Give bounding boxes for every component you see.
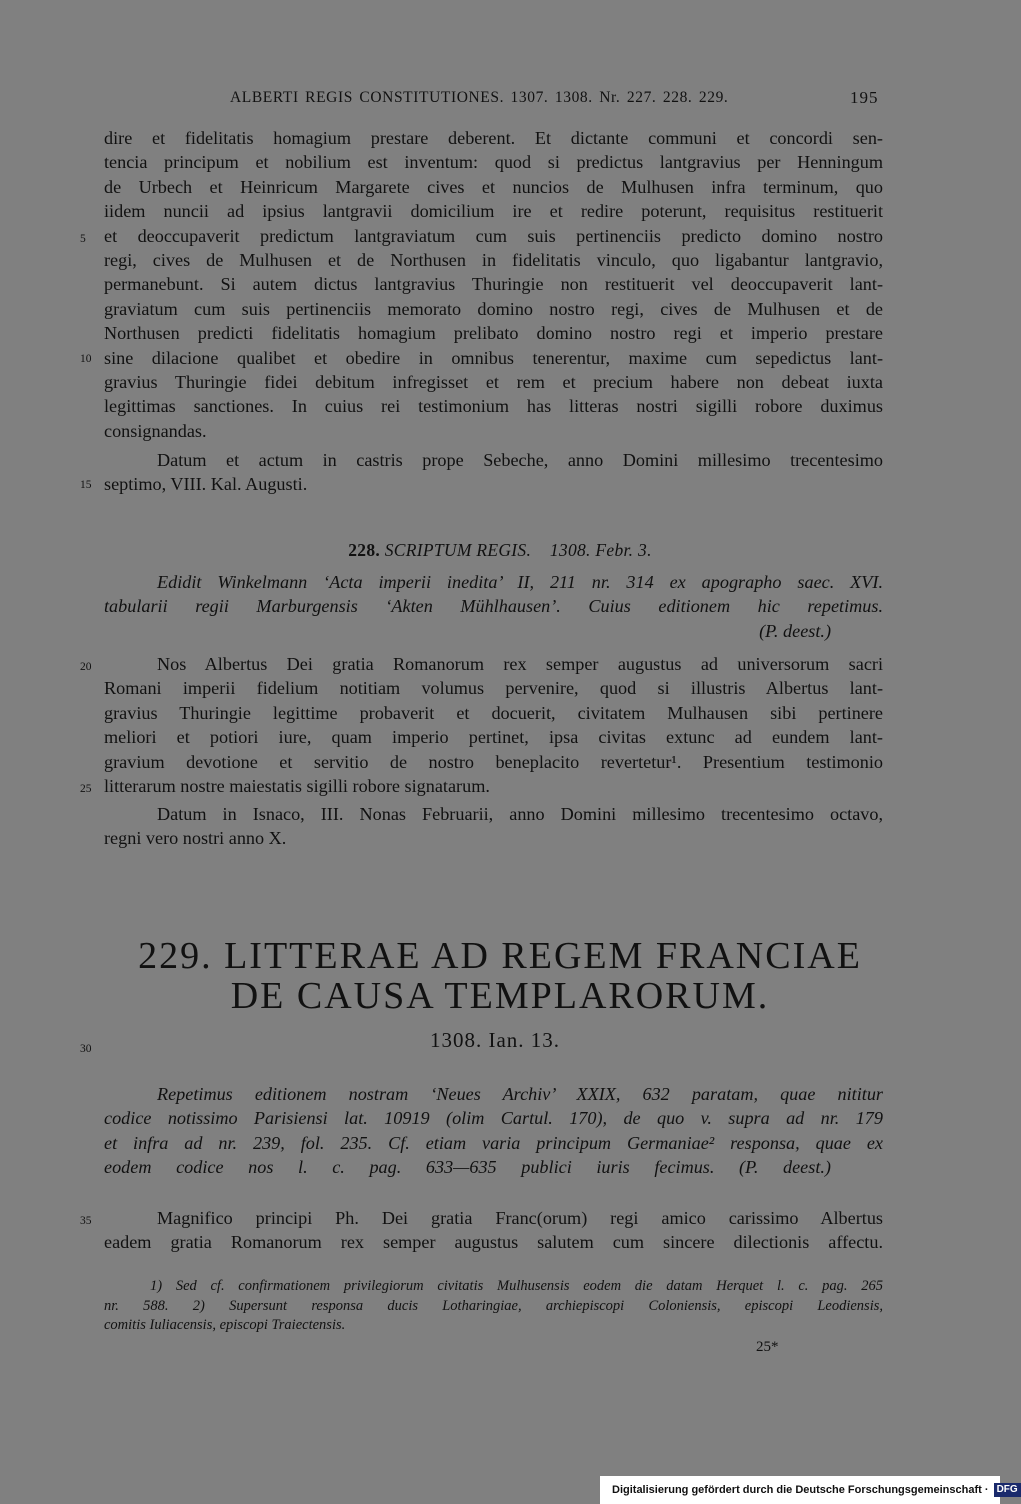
line-number: 35 [80,1215,92,1227]
line-number: 5 [80,233,86,245]
line-number: 15 [80,479,92,491]
text-line: iidem nuncii ad ipsius lantgravii domicilium ire et redire poterunt, requisitus restituerit [104,201,883,222]
text-line: gravius Thuringie legittime probaverit et docuerit, civitatem Mulhausen sibi pertinere [104,702,883,723]
doc-title: SCRIPTUM REGIS. [384,540,532,560]
text-line: et deoccupaverit predictum lantgraviatum cum suis pertinenciis predicto domino nostro [104,225,883,246]
doc229-title-line2: DE CAUSA TEMPLARORUM. [230,975,770,1017]
intro-line: codice notissimo Parisiensi lat. 10919 (olim Cartul. 170), de quo v. supra ad nr. 179 [104,1108,883,1129]
text-line: gravium devotione et servitio de nostro beneplacito revertetur¹. Presentium testimonio [104,751,883,772]
text-line: Magnifico principi Ph. Dei gratia Franc(orum) regi amico carissimo Albertus [157,1208,883,1228]
dfg-logo-icon: DFG [994,1483,1021,1497]
doc229-heading [0,936,1000,1016]
datum-line: regni vero nostri anno X. [104,828,287,849]
text-line: gravius Thuringie fidei debitum infregisset et rem et precium habere non debeat iuxta [104,371,883,392]
doc228-intro [104,570,883,643]
text-line: consignandas. [104,420,207,441]
text-line: de Urbech et Heinricum Margarete cives et nuncios de Mulhusen infra terminum, quo [104,176,883,197]
line-number: 10 [80,353,92,365]
intro-line: Repetimus editionem nostram ‘Neues Archiv’ XXIX, 632 paratam, quae nititur [157,1084,883,1104]
doc-date: 1308. Febr. 3. [549,540,652,560]
doc228-datum [104,802,883,851]
intro-line: tabularii regii Marburgensis ‘Akten Mühlhausen’. Cuius editionem hic repetimus. [104,596,883,617]
text-line: Nos Albertus Dei gratia Romanorum rex semper augustus ad universorum sacri [157,654,883,674]
intro-line: (P. deest.) [759,620,831,641]
doc229-date: 1308. Ian. 13. [429,1028,561,1052]
text-line: Northusen predicti fidelitatis homagium prelibato domino nostro regi et imperio prestare [104,323,883,344]
line-number: 25 [80,783,92,795]
text-line: Romani imperii fidelium notitiam volumus pervenire, quod si illustris Albertus lant- [104,678,883,699]
footer-text: Digitalisierung gefördert durch die Deutsche Forschungsgemeinschaft · [612,1484,989,1496]
intro-line: eodem codice nos l. c. pag. 633—635 publici iuris fecimus. (P. deest.) [104,1157,831,1178]
doc227-text [104,126,883,443]
text-line: sine dilacione qualibet et obedire in omnibus tenerentur, maxime cum sepedictus lant- [104,347,883,368]
intro-line: et infra ad nr. 239, fol. 235. Cf. etiam varia principum Germaniae² responsa, quae ex [104,1132,883,1153]
text-line: dire et fidelitatis homagium prestare deberent. Et dictante communi et concordi sen- [104,128,883,148]
datum-line: Datum in Isnaco, III. Nonas Februarii, anno Domini millesimo trecentesimo octavo, [157,804,883,824]
footnotes [104,1277,883,1336]
dfg-footer [600,1476,1018,1504]
text-line: litterarum nostre maiestatis sigilli robore signatarum. [104,775,490,796]
text-line: graviatum cum suis pertinenciis memorato domino nostro regi, cives de Mulhusen et de [104,298,883,319]
line-number: 30 [80,1043,92,1055]
line-number: 20 [80,661,92,673]
doc228-heading [0,540,1000,561]
intro-line: Edidit Winkelmann ‘Acta imperii inedita’ II, 211 nr. 314 ex apographo saec. XVI. [157,572,883,592]
text-line: permanebunt. Si autem dictus lantgravius Thuringie non restituerit vel deoccupaverit lant- [104,274,883,295]
doc-number: 228. [348,540,381,560]
footnote-line: 1) Sed cf. confirmationem privilegiorum civitatis Mulhusensis eodem die datam Herquet l. c. pag. 265 [150,1278,883,1294]
doc229-text [104,1206,883,1255]
doc228-text [104,652,883,798]
datum-line: septimo, VIII. Kal. Augusti. [104,474,308,495]
datum-line: Datum et actum in castris prope Sebeche, anno Domini millesimo trecentesimo [157,450,883,470]
doc227-datum [104,448,883,497]
signature-mark: 25* [756,1339,779,1355]
footnote-line: nr. 588. 2) Supersunt responsa ducis Lotharingiae, archiepiscopi Coloniensis, episcopi Leodiensis, [104,1297,883,1314]
footnote-line: comitis Iuliacensis, episcopi Traiectensis. [104,1317,346,1333]
text-line: tencia principum et nobilium est inventum: quod si predictus lantgravius per Henningum [104,152,883,173]
doc229-intro [104,1082,883,1180]
text-line: legittimas sanctiones. In cuius rei testimonium has litteras nostri sigilli robore duximus [104,396,883,417]
text-line: meliori et potiori iure, quam imperio pertinet, ipsa civitas extunc ad eundem lant- [104,727,883,748]
text-line: regi, cives de Mulhusen et de Northusen in fidelitatis vinculo, quo ligabantur lantgravio, [104,249,883,270]
running-title: ALBERTI REGIS CONSTITUTIONES. 1307. 1308. Nr. 227. 228. 229. [230,89,729,106]
page-number: 195 [850,88,879,107]
text-line: eadem gratia Romanorum rex semper augustus salutem cum sincere dilectionis affectu. [104,1232,883,1253]
doc229-title-line1: 229. LITTERAE AD REGEM FRANCIAE [138,935,862,977]
